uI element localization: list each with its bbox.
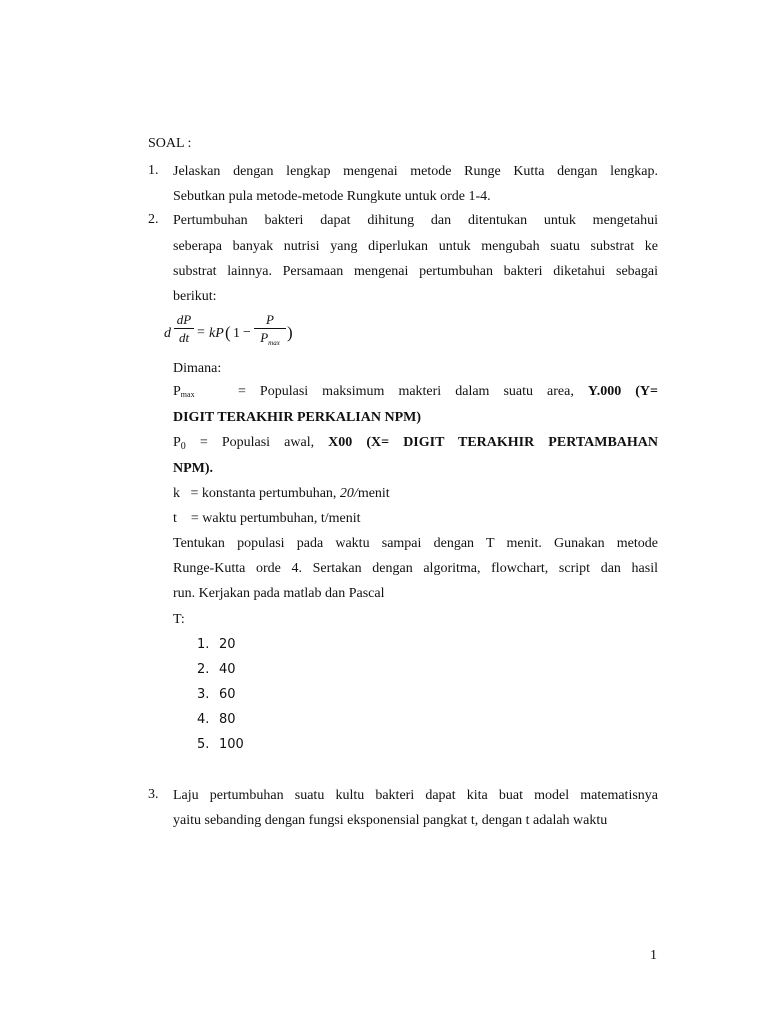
formula-equals: =: [197, 325, 205, 340]
q2-line2: seberapa banyak nutrisi yang diperlukan untuk mengubah suatu substrat ke: [173, 239, 658, 254]
list-item-number: 5.: [197, 737, 210, 752]
formula-fraction-dp-dt: [174, 312, 194, 345]
formula-one: 1: [233, 326, 240, 341]
formula-d: d: [164, 326, 171, 341]
pmax-definition: = Populasi maksimum makteri dalam suatu area, Y.000 (Y=: [238, 384, 658, 399]
list-item-value: 100: [219, 737, 244, 752]
list-item: [197, 660, 297, 680]
fraction-bar: [174, 328, 194, 329]
formula-lparen: (: [225, 323, 231, 342]
formula-pmax: $P_{max}$: [260, 330, 280, 347]
pmax-definition-line2: DIGIT TERAKHIR PERKALIAN NPM): [173, 410, 422, 425]
task-line3: run. Kerjakan pada matlab dan Pascal: [173, 586, 385, 601]
formula-minus: −: [243, 325, 251, 340]
formula-rparen: ): [287, 323, 293, 342]
heading: SOAL :: [148, 136, 192, 151]
q1-line1: Jelaskan dengan lengkap mengenai metode Runge Kutta dengan lengkap.: [173, 164, 658, 179]
list-item: [197, 735, 297, 755]
formula-fraction-p-pmax: [254, 312, 286, 351]
p0-definition: $P_0$ = Populasi awal, X00 (X= DIGIT TERAKHIR PERTAMBAHAN: [173, 435, 658, 452]
pmax-symbol: Pmax: [173, 384, 195, 399]
q1-line2: Sebutkan pula metode-metode Rungkute untuk orde 1-4.: [173, 189, 491, 204]
p0-definition-line2: NPM).: [173, 461, 214, 476]
list-item-value: 80: [219, 712, 236, 727]
list-item-value: 20: [219, 637, 236, 652]
list-item-number: 1.: [197, 637, 210, 652]
q2-line4: berikut:: [173, 289, 217, 304]
list-item: [197, 635, 297, 655]
k-definition: k = konstanta pertumbuhan, 20/menit: [173, 486, 390, 501]
q3-number: 3.: [148, 787, 159, 802]
growth-formula: [164, 312, 364, 354]
task-line1: Tentukan populasi pada waktu sampai dengan T menit. Gunakan metode: [173, 536, 658, 551]
list-item-value: 40: [219, 662, 236, 677]
q2-number: 2.: [148, 212, 159, 227]
q3-line1: Laju pertumbuhan suatu kultu bakteri dapat kita buat model matematisnya: [173, 788, 658, 803]
list-item-number: 4.: [197, 712, 210, 727]
t-definition: t = waktu pertumbuhan, t/menit: [173, 511, 361, 526]
q2-line1: Pertumbuhan bakteri dapat dihitung dan ditentukan untuk mengetahui: [173, 213, 658, 228]
list-item-value: 60: [219, 687, 236, 702]
q3-line2: yaitu sebanding dengan fungsi eksponensial pangkat t, dengan t adalah waktu: [173, 813, 608, 828]
dimana-label: Dimana:: [173, 361, 222, 376]
formula-dt: dt: [178, 330, 190, 345]
formula-kp: kP: [209, 326, 224, 341]
fraction-bar: [254, 328, 286, 329]
list-item: [197, 685, 297, 705]
task-line2: Runge-Kutta orde 4. Sertakan dengan algoritma, flowchart, script dan hasil: [173, 561, 658, 576]
page-number: 1: [650, 948, 657, 963]
list-item-number: 3.: [197, 687, 210, 702]
list-item: [197, 710, 297, 730]
formula-dp: dP: [176, 312, 192, 327]
q2-line3: substrat lainnya. Persamaan mengenai pertumbuhan bakteri diketahui sebagai: [173, 264, 658, 279]
formula-p: P: [266, 312, 274, 327]
t-label: T:: [173, 612, 185, 627]
list-item-number: 2.: [197, 662, 210, 677]
q1-number: 1.: [148, 163, 159, 178]
